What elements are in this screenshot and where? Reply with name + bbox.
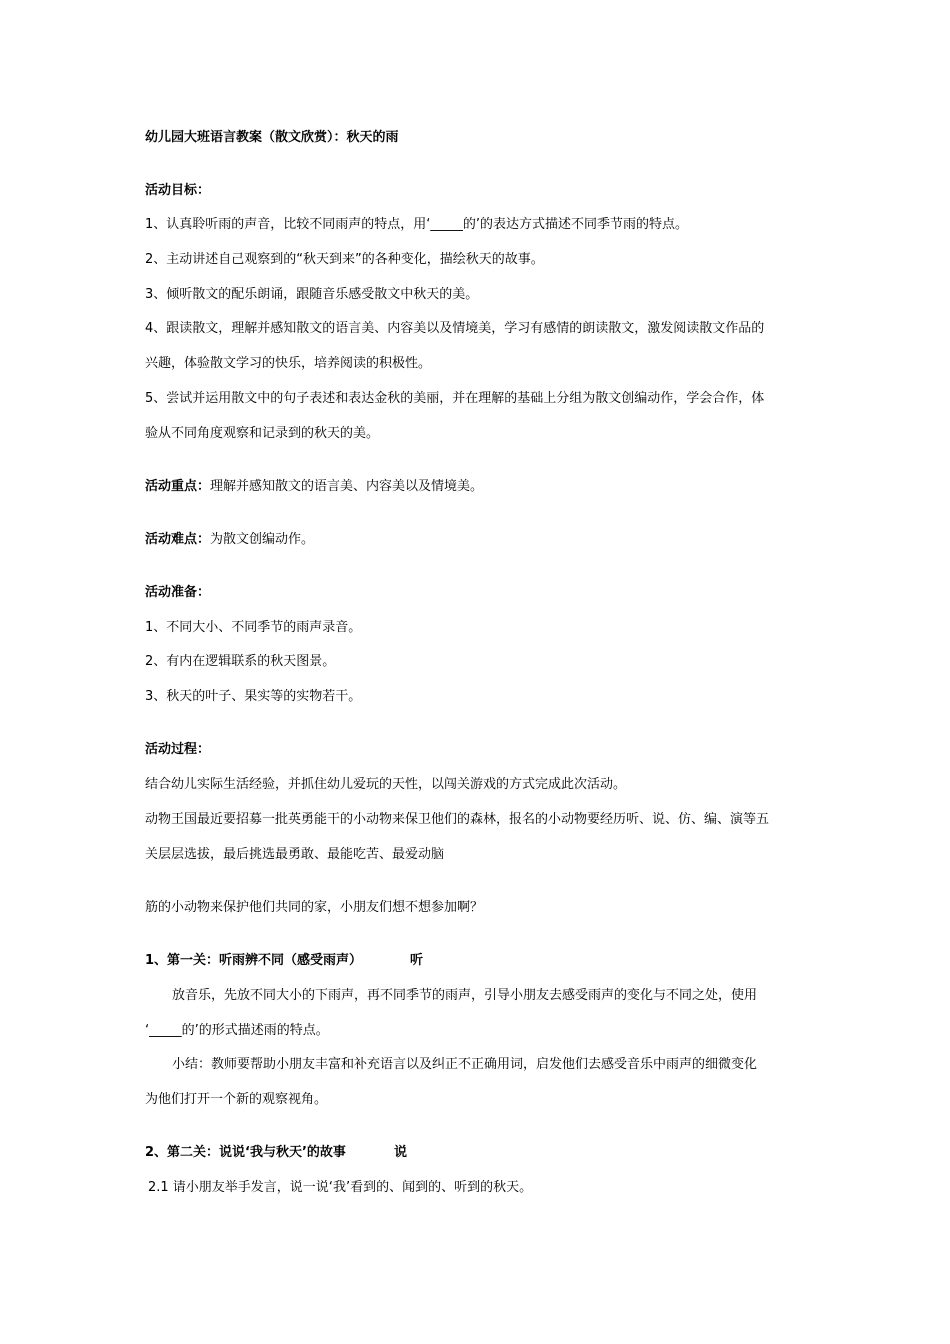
process-heading: 活动过程： [145,742,211,757]
stage1-line: 小结：教师要帮助小朋友丰富和补充语言以及纠正不正确用词，启发他们去感受音乐中雨声的细微变化 [172,1057,758,1072]
key-point [145,478,483,496]
stage2-title: 2、第二关：说说‘我与秋天’的故事 [145,1145,346,1160]
goal-item: 3、倾听散文的配乐朗诵，跟随音乐感受散文中秋天的美。 [145,287,479,302]
difficulty-text: 为散文创编动作。 [210,532,315,547]
stage2-line: 2.1 请小朋友举手发言，说一说‘我’看到的、闻到的、听到的秋天。 [148,1180,533,1195]
document-title: 幼儿园大班语言教案（散文欣赏）：秋天的雨 [145,130,399,145]
goal-item: 兴趣，体验散文学习的快乐，培养阅读的积极性。 [145,356,432,371]
preparation-heading: 活动准备： [145,585,211,600]
stage1-line: 为他们打开一个新的观察视角。 [145,1092,328,1107]
process-intro-line: 结合幼儿实际生活经验，并抓住幼儿爱玩的天性，以闯关游戏的方式完成此次活动。 [145,777,627,792]
goal-item: 1、认真聆听雨的声音，比较不同雨声的特点，用‘_____的’的表达方式描述不同季节雨的特点。 [145,217,689,232]
goal-item: 4、跟读散文，理解并感知散文的语言美、内容美以及情境美，学习有感情的朗读散文，激发阅读散文作品的 [145,321,765,336]
process-intro-line: 筋的小动物来保护他们共同的家，小朋友们想不想参加啊？ [145,900,484,915]
stage2-tag: 说 [393,1145,407,1160]
key-point-text: 理解并感知散文的语言美、内容美以及情境美。 [210,479,484,494]
stage1-line: 放音乐，先放不同大小的下雨声，再不同季节的雨声，引导小朋友去感受雨声的变化与不同之处，使用 [172,988,758,1003]
process-intro-line: 关层层选拔，最后挑选最勇敢、最能吃苦、最爱动脑 [145,847,445,862]
key-point-label: 活动重点： [145,479,211,494]
stage2-heading [145,1144,407,1162]
stage1-line: ‘_____的’的形式描述雨的特点。 [145,1023,329,1038]
preparation-item: 1、不同大小、不同季节的雨声录音。 [145,620,362,635]
stage1-tag: 听 [410,953,424,968]
stage1-title: 1、第一关：听雨辨不同（感受雨声） [145,953,363,968]
goal-item: 2、主动讲述自己观察到的“秋天到来”的各种变化，描绘秋天的故事。 [145,252,544,267]
goal-item: 5、尝试并运用散文中的句子表述和表达金秋的美丽，并在理解的基础上分组为散文创编动作，学会合作，体 [145,391,765,406]
difficulty [145,531,314,549]
goal-item: 验从不同角度观察和记录到的秋天的美。 [145,426,380,441]
preparation-item: 3、秋天的叶子、果实等的实物若干。 [145,689,362,704]
goals-heading: 活动目标： [145,183,211,198]
preparation-item: 2、有内在逻辑联系的秋天图景。 [145,654,336,669]
stage1-heading [145,952,423,970]
process-intro-line: 动物王国最近要招募一批英勇能干的小动物来保卫他们的森林，报名的小动物要经历听、说、仿、编、演等五 [145,812,770,827]
difficulty-label: 活动难点： [145,532,211,547]
